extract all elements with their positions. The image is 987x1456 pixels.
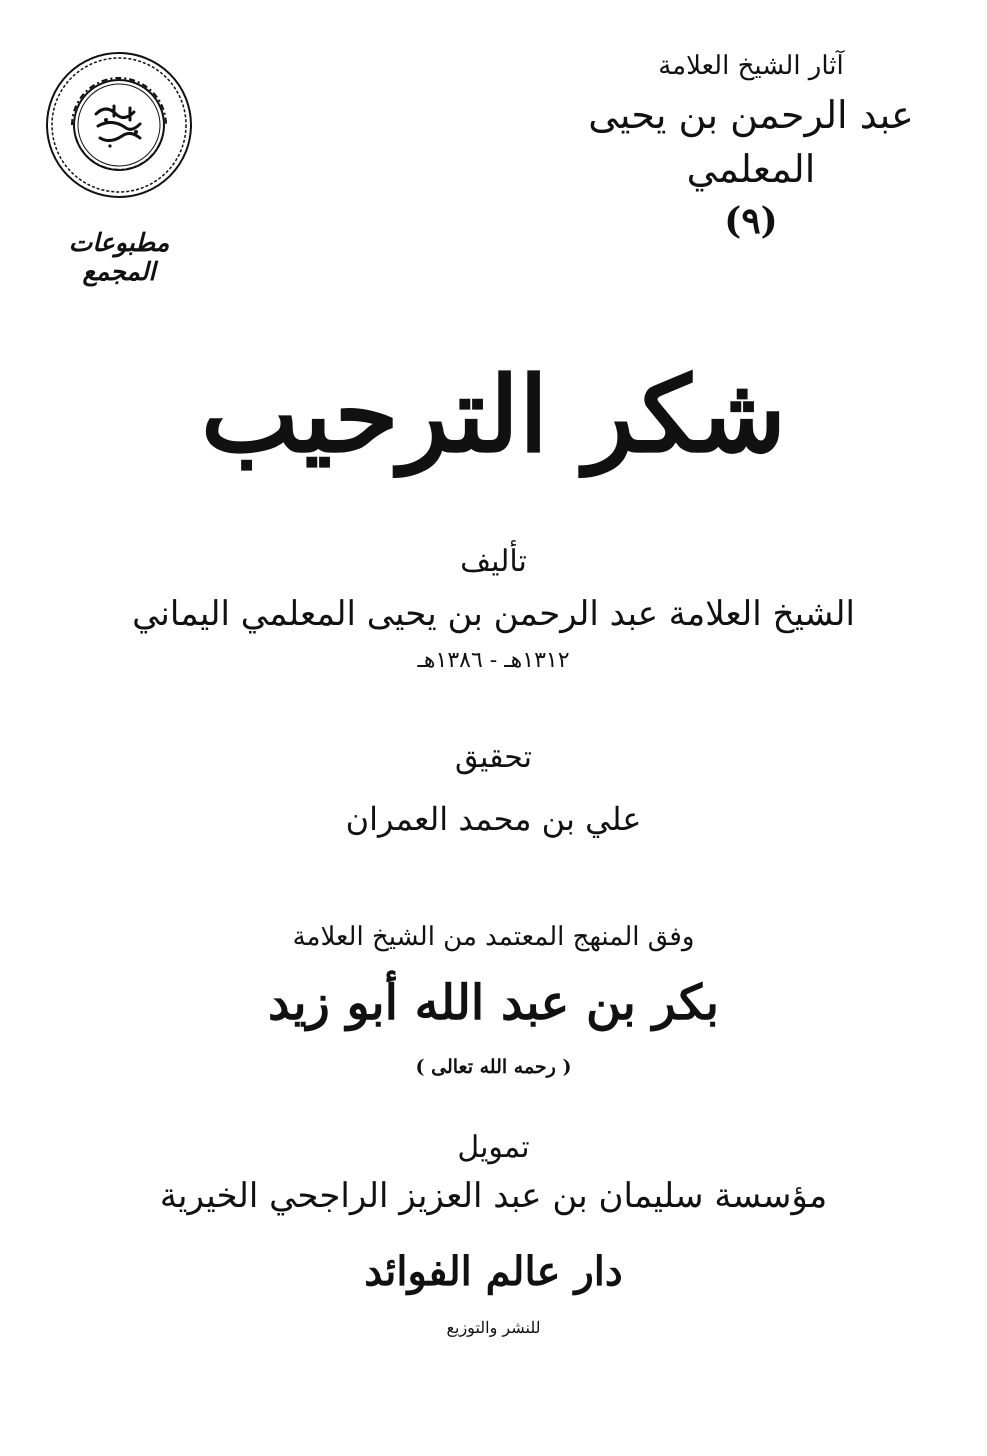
author-name: الشيخ العلامة عبد الرحمن بن يحيى المعلمي اليماني [132, 594, 855, 634]
authorship-label: تأليف [460, 544, 527, 579]
publisher-name: دار عالم الفوائد [364, 1248, 623, 1295]
sponsor-name: مؤسسة سليمان بن عبد العزيز الراجحي الخيرية [159, 1176, 828, 1216]
scholar-prayer: ( رحمه الله تعالى ) [415, 1056, 572, 1078]
series-label: آثار الشيخ العلامة [658, 51, 844, 81]
series-number: (٩) [724, 200, 778, 242]
editing-label: تحقيق [455, 740, 532, 775]
methodology-label: وفق المنهج المعتمد من الشيخ العلامة [292, 922, 695, 952]
editor-name: علي بن محمد العمران [345, 800, 642, 838]
methodology-scholar: بكر بن عبد الله أبو زيد [268, 975, 719, 1031]
seal-block [34, 50, 204, 286]
publisher-subtitle: للنشر والتوزيع [446, 1318, 541, 1337]
book-title: شكر الترحيب [200, 353, 787, 476]
seal-caption: مطبوعات المجمع [68, 228, 170, 286]
author-dates: ١٣١٢هـ - ١٣٨٦هـ [417, 648, 570, 673]
series-author: عبد الرحمن بن يحيى المعلمي [588, 93, 914, 191]
series-block [551, 48, 951, 244]
funding-label: تمويل [457, 1130, 530, 1165]
academy-seal-logo [44, 50, 194, 200]
